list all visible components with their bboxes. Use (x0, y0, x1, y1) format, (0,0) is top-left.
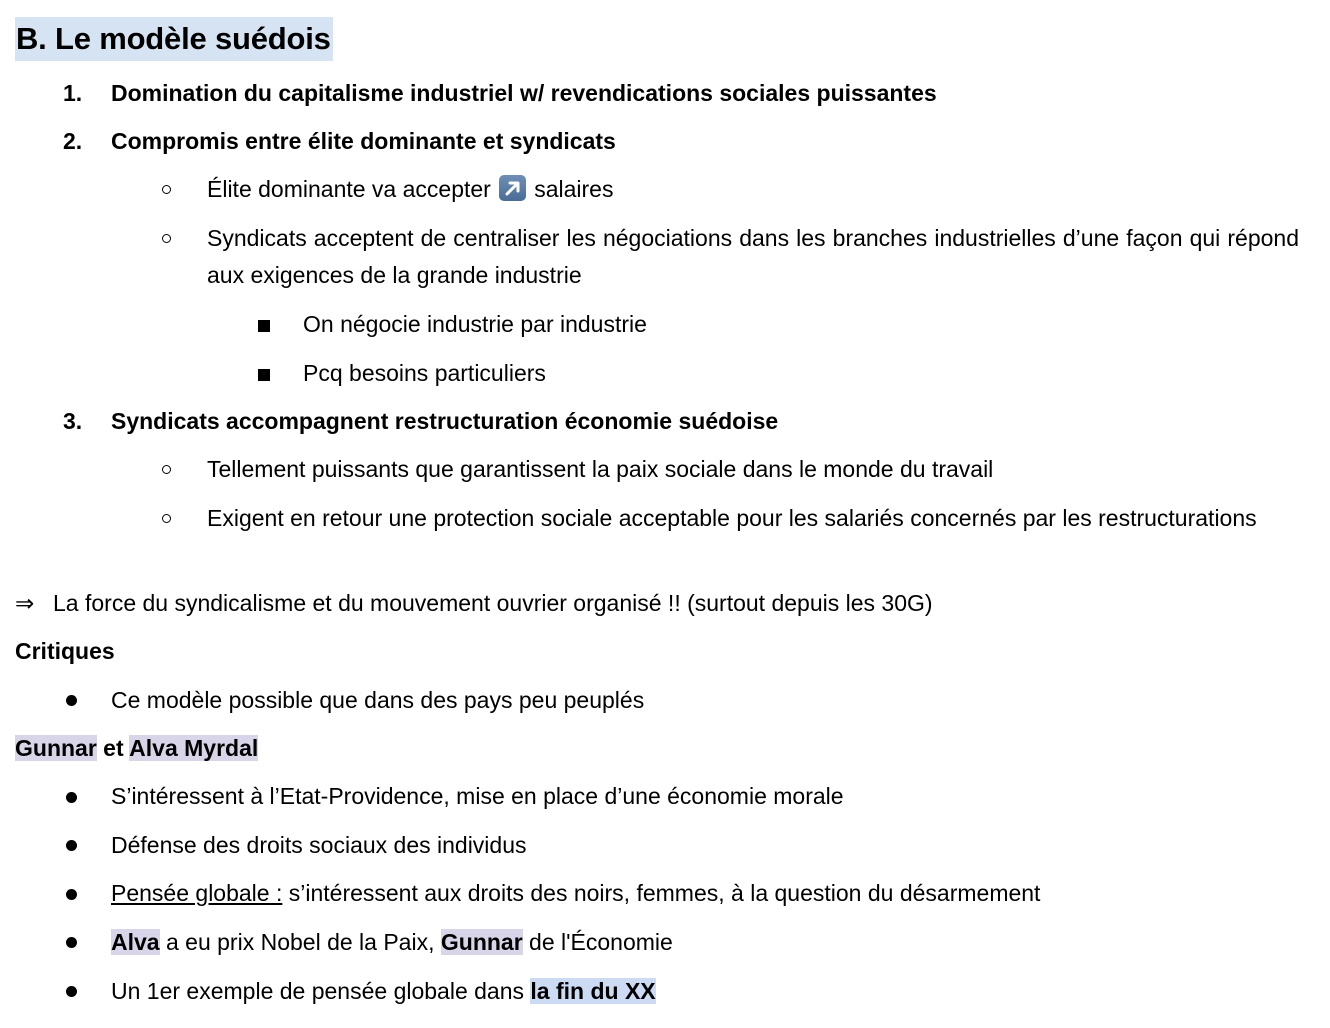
conclusion-arrow-icon: ⇒ (15, 590, 35, 616)
list-item: Exigent en retour une protection sociale acceptable pour les salariés concernés par les restructurations (207, 505, 1257, 531)
bullet-icon (66, 937, 77, 948)
list-item (207, 174, 613, 204)
numbered-item: Syndicats accompagnent restructuration économie suédoise (111, 408, 779, 434)
list-item-text: Élite dominante va accepter (207, 176, 491, 202)
list-item: Tellement puissants que garantissent la paix sociale dans le monde du travail (207, 456, 994, 482)
hollow-bullet-icon (162, 514, 171, 523)
name-highlight: Gunnar (440, 929, 523, 955)
list-number: 2. (63, 128, 83, 154)
list-item: Pcq besoins particuliers (303, 360, 546, 386)
underlined-term: Pensée globale : (111, 880, 283, 906)
hollow-bullet-icon (162, 465, 171, 474)
list-item: On négocie industrie par industrie (303, 311, 647, 337)
section-heading: B. Le modèle suédois (15, 17, 333, 61)
list-item (111, 927, 673, 957)
list-item: Syndicats acceptent de centraliser les négociations dans les branches industrielles d’une façon qui répond aux exigences de la grande industrie (207, 225, 1299, 288)
list-number: 3. (63, 408, 83, 434)
name-highlight: Gunnar (15, 735, 97, 761)
up-right-arrow-icon (499, 175, 526, 201)
list-item (111, 976, 656, 1006)
list-item-text: s’intéressent aux droits des noirs, femmes, à la question du désarmement (282, 880, 1041, 906)
list-item-text: de l'Économie (522, 929, 673, 955)
bullet-icon (66, 792, 77, 803)
bullet-icon (66, 695, 77, 706)
list-item-text: salaires (534, 176, 614, 202)
list-number: 1. (63, 80, 83, 106)
hollow-bullet-icon (162, 234, 171, 243)
list-item-text: a eu prix Nobel de la Paix, (159, 929, 441, 955)
name-highlight: Alva Myrdal (129, 735, 259, 761)
myrdal-heading (15, 733, 258, 763)
hollow-bullet-icon (162, 185, 171, 194)
numbered-item: Compromis entre élite dominante et syndicats (111, 128, 616, 154)
critiques-heading: Critiques (15, 638, 115, 664)
list-item (111, 878, 1040, 908)
bullet-icon (66, 840, 77, 851)
bullet-icon (66, 986, 77, 997)
square-bullet-icon (258, 320, 270, 332)
list-item: Ce modèle possible que dans des pays peu peuplés (111, 687, 645, 713)
list-item: S’intéressent à l’Etat-Providence, mise en place d’une économie morale (111, 783, 844, 809)
name-highlight: Alva (111, 929, 160, 955)
list-item-text: Un 1er exemple de pensée globale dans (111, 978, 531, 1004)
bullet-icon (66, 889, 77, 900)
numbered-item: Domination du capitalisme industriel w/ revendications sociales puissantes (111, 80, 937, 106)
phrase-highlight: la fin du XX (530, 978, 656, 1004)
list-item: Défense des droits sociaux des individus (111, 832, 527, 858)
heading-text: et (96, 735, 130, 761)
square-bullet-icon (258, 369, 270, 381)
conclusion-text: La force du syndicalisme et du mouvement ouvrier organisé !! (surtout depuis les 30G) (53, 590, 933, 616)
